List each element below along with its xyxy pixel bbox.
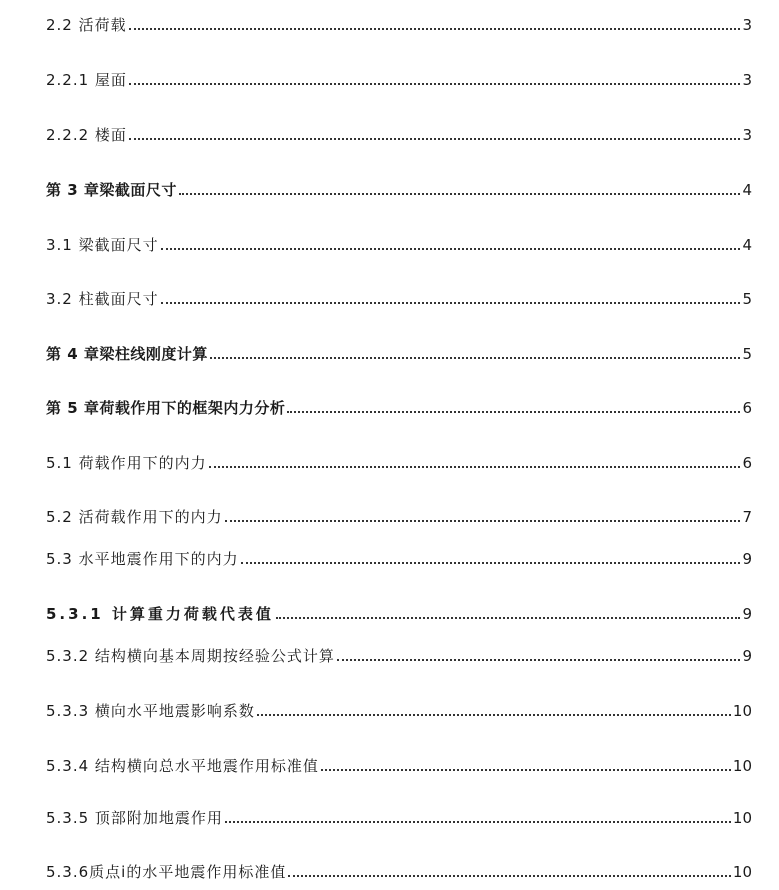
toc-entry-title: 3.1 梁截面尺寸	[46, 236, 159, 254]
toc-entry-2-2-2[interactable]	[46, 123, 752, 145]
toc-entry-5-2[interactable]	[46, 505, 752, 527]
toc-entry-3-2[interactable]	[46, 287, 752, 309]
dot-leader	[129, 83, 740, 85]
toc-entry-5-3-5[interactable]	[46, 806, 752, 828]
toc-entry-5-3-2[interactable]	[46, 644, 752, 666]
toc-entry-title: 第 5 章荷载作用下的框架内力分析	[46, 399, 286, 417]
toc-entry-page: 9	[742, 550, 752, 568]
toc-entry-title: 2.2 活荷载	[46, 16, 127, 34]
toc-entry-page: 9	[742, 605, 752, 623]
toc-entry-chapter-5[interactable]	[46, 396, 752, 418]
toc-entry-page: 4	[742, 181, 752, 199]
toc-entry-5-3-3[interactable]	[46, 699, 752, 721]
toc-entry-page: 9	[742, 647, 752, 665]
toc-entry-title: 5.3.1 计算重力荷载代表值	[46, 605, 274, 623]
toc-entry-5-3-1[interactable]	[46, 602, 752, 624]
toc-entry-5-1[interactable]	[46, 451, 752, 473]
toc-entry-title: 第 3 章梁截面尺寸	[46, 181, 177, 199]
toc-entry-title: 5.3.6质点i的水平地震作用标准值	[46, 863, 287, 881]
dot-leader	[161, 248, 740, 250]
toc-entry-page: 10	[732, 757, 752, 775]
toc-entry-title: 3.2 柱截面尺寸	[46, 290, 159, 308]
dot-leader	[337, 659, 740, 661]
toc-entry-title: 5.2 活荷载作用下的内力	[46, 508, 223, 526]
dot-leader	[321, 769, 731, 771]
toc-entry-2-2[interactable]	[46, 13, 752, 35]
toc-entry-page: 5	[742, 345, 752, 363]
dot-leader	[287, 411, 740, 413]
toc-entry-title: 2.2.1 屋面	[46, 71, 127, 89]
dot-leader	[161, 302, 740, 304]
toc-entry-5-3-4[interactable]	[46, 754, 752, 776]
dot-leader	[210, 357, 740, 359]
dot-leader	[225, 520, 740, 522]
toc-entry-chapter-3[interactable]	[46, 178, 752, 200]
dot-leader	[288, 875, 731, 877]
toc-entry-page: 3	[742, 71, 752, 89]
toc-entry-3-1[interactable]	[46, 233, 752, 255]
toc-entry-title: 2.2.2 楼面	[46, 126, 127, 144]
toc-entry-page: 10	[732, 809, 752, 827]
dot-leader	[257, 714, 731, 716]
toc-entry-page: 6	[742, 399, 752, 417]
toc-entry-page: 10	[732, 863, 752, 881]
dot-leader	[129, 28, 740, 30]
toc-entry-title: 5.3.5 顶部附加地震作用	[46, 809, 223, 827]
toc-entry-page: 3	[742, 126, 752, 144]
dot-leader	[225, 821, 731, 823]
toc-entry-title: 5.3.3 横向水平地震影响系数	[46, 702, 255, 720]
toc-entry-5-3-6[interactable]	[46, 860, 752, 882]
toc-entry-page: 4	[742, 236, 752, 254]
toc-entry-title: 5.3.4 结构横向总水平地震作用标准值	[46, 757, 319, 775]
toc-entry-page: 3	[742, 16, 752, 34]
dot-leader	[276, 617, 740, 619]
toc-entry-2-2-1[interactable]	[46, 68, 752, 90]
toc-entry-page: 6	[742, 454, 752, 472]
dot-leader	[209, 466, 740, 468]
toc-entry-5-3[interactable]	[46, 547, 752, 569]
toc-entry-chapter-4[interactable]	[46, 342, 752, 364]
dot-leader	[129, 138, 740, 140]
toc-entry-page: 10	[732, 702, 752, 720]
toc-entry-page: 7	[742, 508, 752, 526]
dot-leader	[241, 562, 740, 564]
dot-leader	[179, 193, 740, 195]
toc-entry-title: 5.1 荷载作用下的内力	[46, 454, 207, 472]
toc-entry-title: 5.3 水平地震作用下的内力	[46, 550, 239, 568]
toc-entry-page: 5	[742, 290, 752, 308]
toc-entry-title: 5.3.2 结构横向基本周期按经验公式计算	[46, 647, 335, 665]
toc-entry-title: 第 4 章梁柱线刚度计算	[46, 345, 208, 363]
